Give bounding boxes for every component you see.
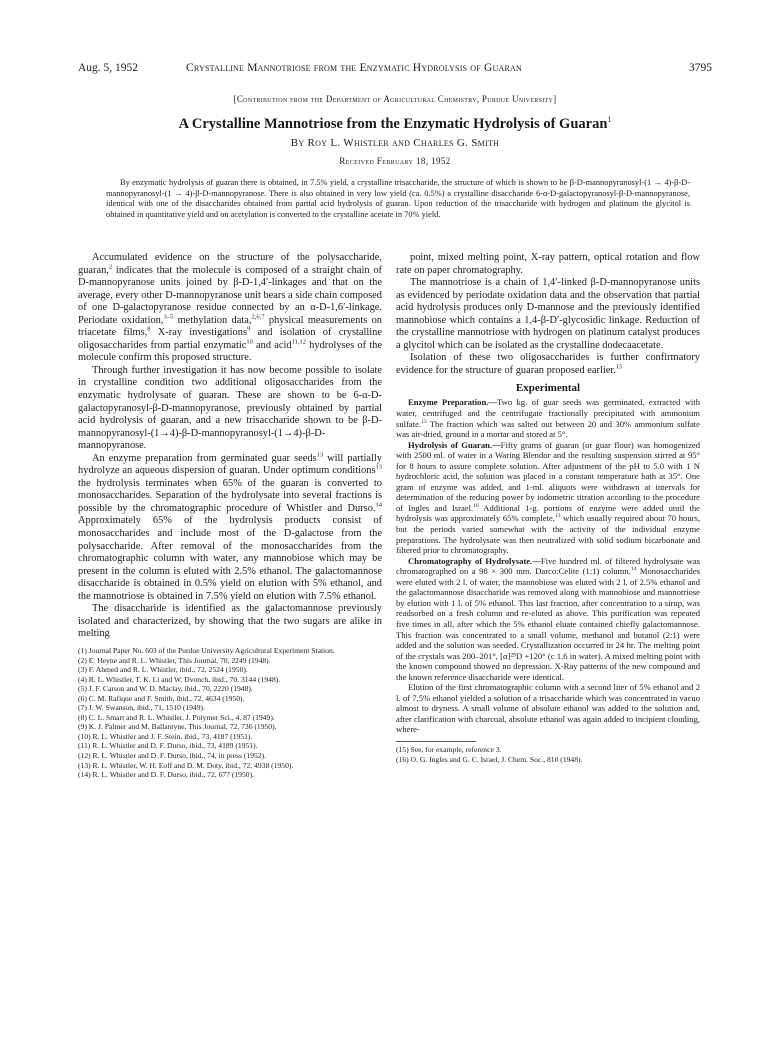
abstract: By enzymatic hydrolysis of guaran there is obtained, in 7.5% yield, a crystalline trisaccharide, the structure of which is shown to be β-D-mannopyranosyl-(1 → 4)-β-D-mannopyranosyl-(1 → 4)-β-D-mannopyranose. There is also obtained in very low yield (ca. 0.5%) a crystalline disaccharide 6-α-D-galactopyranosyl-β-D-mannopyranose, identical with one of the disaccharides obtained from partial acid hydrolysis of guaran. Upon reduction of the trisaccharide with hydrogen and platinum the glycitol is obtained in quantitative yield and on acetylation is converted to the crystalline acetate in 70% yield. <box>106 178 690 219</box>
footnote: (10) R. L. Whistler and J. F. Stein, ibid., 73, 4187 (1951). <box>78 731 253 741</box>
footnote: (7) J. W. Swanson, ibid., 71, 1510 (1949). <box>78 703 205 713</box>
text-run: The fraction which was salted out between 20 and 30% ammonium sulfate was air-dried, ground in a mortar and stored at 5°. <box>396 418 700 440</box>
reference-marker: 15 <box>615 363 623 371</box>
footnote: (16) O. G. Ingles and G. C. Israel, J. Chem. Soc., 810 (1948). <box>396 754 583 764</box>
reference-marker: 13 <box>554 513 561 520</box>
text-run: X-ray investigations <box>150 327 247 339</box>
reference-marker: 16 <box>473 503 479 510</box>
reference-marker: 3–5 <box>163 313 174 321</box>
text-run: Isolation of these two oligosaccharides is further confirmatory evidence for the structure of guaran proposed earlier. <box>396 352 700 376</box>
body-paragraph <box>396 277 700 352</box>
authors: By Roy L. Whistler and Charles G. Smith <box>290 137 500 149</box>
text-run: Approximately 65% of the hydrolysis products consist of monosaccharides and include most of the D-galactose from the polysaccharide. After removal of the monosaccharides from the chromatographic column with water, any mannobiose which may be present in the column is eluted with 2.5% ethanol. The galactomannose disaccharide is obtained in 0.5% yield on elution with 5% ethanol, and the mannotriose is obtained in 7.5% yield on elution with 7.5% ethanol. <box>78 515 382 602</box>
reference-marker: 14 <box>630 566 637 573</box>
reference-marker: 11,12 <box>291 338 306 346</box>
left-column <box>78 252 382 780</box>
text-run: and acid <box>252 339 292 351</box>
reference-marker: 8 <box>147 325 151 333</box>
text-run: An enzyme preparation from germinated guar seeds <box>92 452 317 464</box>
reference-marker: 14 <box>375 501 382 509</box>
running-title: Crystalline Mannotriose from the Enzymatic Hydrolysis of Guaran <box>186 62 522 74</box>
reference-marker: 13 <box>421 418 427 425</box>
experimental-heading: Experimental <box>515 382 581 395</box>
article-title <box>78 110 712 134</box>
reference-marker: 2,6,7 <box>251 313 265 321</box>
footnote: (11) R. L. Whistler and D. F. Durso, ibid., 73, 4189 (1951). <box>78 741 258 751</box>
issue-date: Aug. 5, 1952 <box>78 62 139 74</box>
reference-marker: 10 <box>246 338 253 346</box>
footnote: (8) C. L. Smart and R. L. Whistler, J. Polymer Sci., 4, 87 (1949). <box>78 712 275 722</box>
reference-marker: 2 <box>108 263 113 271</box>
footnote: (14) R. L. Whistler and D. F. Durso, ibid., 72, 677 (1950). <box>78 770 255 780</box>
reference-marker: 13 <box>375 463 382 471</box>
footnote: (9) K. J. Palmer and M. Ballantyne, This Journal, 72, 736 (1950). <box>78 722 277 732</box>
footnote: (13) R. L. Whistler, W. H. Eoff and D. M. Doty, ibid., 72, 4938 (1950). <box>78 760 294 770</box>
text-run: The mannotriose is a chain of 1,4′-linked β-D-mannopyranose units as evidenced by periodate oxidation data and the observation that partial acid hydrolysis produces only D-mannose and the previously identified mannobiose which contains a 1,4-β-D′-glycosidic linkage. Reduction of the crystalline mannotriose with hydrogen on platinum catalyst produces a glycitol which can be isolated as the crystalline dodecaacetate. <box>396 277 700 351</box>
right-body-text <box>396 252 700 377</box>
right-column <box>396 252 700 764</box>
run-in-heading: Hydrolysis of Guaran.— <box>408 439 501 450</box>
footnote: (5) J. F. Carson and W. D. Maclay, ibid., 70, 2220 (1948). <box>78 684 253 694</box>
text-run: hydrolyses of the molecule confirm this proposed structure. <box>78 339 382 364</box>
text-run: Through further investigation it has now become possible to isolate in crystalline condition two additional oligosaccharides from the enzymatic hydrolysate of guaran. These are shown to be 6-α-D-galactopyranosyl-β-D-mannopyranose, previously obtained by partial acid hydrolysis of guaran, and a new trisaccharide shown to be β-D-mannopyranosyl-(1→4)-β-D-mannopyranosyl-(1→4)-β-D-mannopyranose. <box>78 364 382 452</box>
text-run: Two kg. of guar seeds was germinated, extracted with water, centrifuged and the centrifugate fractionally precipitated with ammonium sulfate. <box>396 397 700 429</box>
text-run: The disaccharide is identified as the galactomannose previously isolated and characterized, by showing that the two sugars are alike in melting <box>78 603 382 640</box>
experimental-section <box>396 397 700 735</box>
text-run: point, mixed melting point, X-ray pattern, optical rotation and flow rate on paper chromatography. <box>396 252 700 276</box>
experimental-paragraph <box>396 440 700 556</box>
text-run: the hydrolysis terminates when 65% of the guaran is converted to monosaccharides. Separation of the hydrolysate into several fractions is possible by the chromatographic procedure of Whistler and Durso. <box>78 477 382 514</box>
footnote: (6) C. M. Rafique and F. Smith, ibid., 72, 4634 (1950). <box>78 693 245 703</box>
reference-marker: 13 <box>316 451 324 459</box>
body-paragraph <box>78 603 382 641</box>
contribution-line: [Contribution from the Department of Agricultural Chemistry, Purdue University] <box>233 94 557 104</box>
text-run: methylation data, <box>173 314 252 326</box>
left-footnotes <box>78 646 382 780</box>
footnote-rule <box>396 741 476 742</box>
text-run: Elution of the first chromatographic column with a second liter of 5% ethanol and 2 l. of 7.5% ethanol yielded a solution of a trisaccharide which was concentrated in vacuo almost to dryness. A small volume of absolute ethanol was added to the solution and, after clarification with charcoal, absolute ethanol was again added to incipient clouding, where- <box>396 682 700 735</box>
footnote: (3) F. Ahmed and R. L. Whistler, ibid., 72, 2524 (1950). <box>78 665 248 675</box>
text-run: and isolation of crystalline oligosaccharides from partial enzymatic <box>78 327 382 351</box>
footnote: (12) R. L. Whistler and D. F. Durso, ibid., 74, in press (1952). <box>78 750 267 760</box>
body-paragraph <box>396 352 700 377</box>
text-run: will partially hydrolyze an aqueous dispersion of guaran. Under optimum conditions <box>78 452 383 477</box>
footnote: (4) R. L. Whistler, T. K. Li and W. Dvonch, ibid., 70, 3144 (1948). <box>78 674 281 684</box>
text-run: physical measurements on triacetate films, <box>78 314 383 339</box>
text-run: Five hundred ml. of filtered hydrolysate was chromatographed on a 98 × 300 mm. Darco:Celite (1:1) column. <box>396 555 700 577</box>
body-paragraph <box>78 252 382 365</box>
text-run: Accumulated evidence on the structure of the polysaccharide, guaran, <box>78 252 382 276</box>
right-footnotes <box>396 745 700 764</box>
body-paragraph <box>78 453 382 604</box>
text-run: Monosaccharides were eluted with 2 l. of water, the mannobiose was eluted with 2 l. of 2.5% ethanol and the galactomannose disaccharide was removed along with mannobiose and mannotriose by elution with 1 l. of 5% ethanol. This last fraction, after concentration to a sirup, was readsorbed on a fresh column and re-eluted as above. This purification was repeated five times in all, after which the 5% ethanol eluate contained chiefly galactomannose. This fraction was concentrated to a small volume, methanol and butanol (2:1) were added and the solution was seeded. Crystallization occurred in 24 hr. The melting point of the crystals was 200–201°, [α]²⁵D +120° (c 1.6 in water). A mixed melting point with the known compound showed no depression. X-Ray patterns of the new compound and the known reference disaccharide were identical. <box>396 566 700 682</box>
received-date: Received February 18, 1952 <box>339 156 451 166</box>
experimental-paragraph <box>396 397 700 439</box>
footnote: (15) See, for example, reference 3. <box>396 744 502 754</box>
experimental-paragraph <box>396 556 700 683</box>
text-run: which usually required about 70 hours, but the periods varied somewhat with the activity of the individual enzyme preparations. The hydrolysate was then neutralized with solid sodium bicarbonate and filtered prior to chromatography. <box>396 513 700 556</box>
footnote: (2) E. Heyne and R. L. Whistler, This Journal, 70, 2249 (1948). <box>78 655 271 665</box>
reference-marker: 9 <box>247 325 251 333</box>
run-in-heading: Chromatography of Hydrolysate.— <box>408 555 541 566</box>
experimental-paragraph <box>396 682 700 735</box>
body-paragraph <box>396 252 700 277</box>
text-run: Additional 1-g. portions of enzyme were added until the hydrolysis was approximately 65% complete, <box>396 502 700 524</box>
title-footnote-marker: 1 <box>607 115 612 124</box>
body-paragraph <box>78 365 382 453</box>
run-in-heading: Enzyme Preparation.— <box>408 397 497 408</box>
page-number: 3795 <box>689 62 712 74</box>
left-body-text <box>78 252 382 641</box>
footnote: (1) Journal Paper No. 603 of the Purdue University Agricultural Experiment Station. <box>78 645 335 655</box>
text-run: Fifty grams of guaran (or guar flour) was homogenized with 2500 ml. of water in a Waring Blendor and the resulting suspension stirred at 95° for 8 hours to assure complete solution. After adjustment of the pH to 5.0 with 1 N hydrochloric acid, the solution was placed in a constant temperature bath at 35°. One gram of enzyme was added, and 1-ml. aliquots were withdrawn at intervals for determination of the reducing power by iodometric titration according to the procedure of Ingles and Israel. <box>396 439 700 513</box>
running-head <box>78 60 712 76</box>
text-run: indicates that the molecule is composed of a straight chain of D-mannopyranose units joined by β-D-1,4′-linkages and that on the average, every other D-mannopyranose unit bears a side chain composed of one D-galactopyranose residue connected by an α-D-1,6′-linkage. Periodate oxidation, <box>78 264 382 326</box>
article-title-text: A Crystalline Mannotriose from the Enzymatic Hydrolysis of Guaran <box>178 115 608 132</box>
